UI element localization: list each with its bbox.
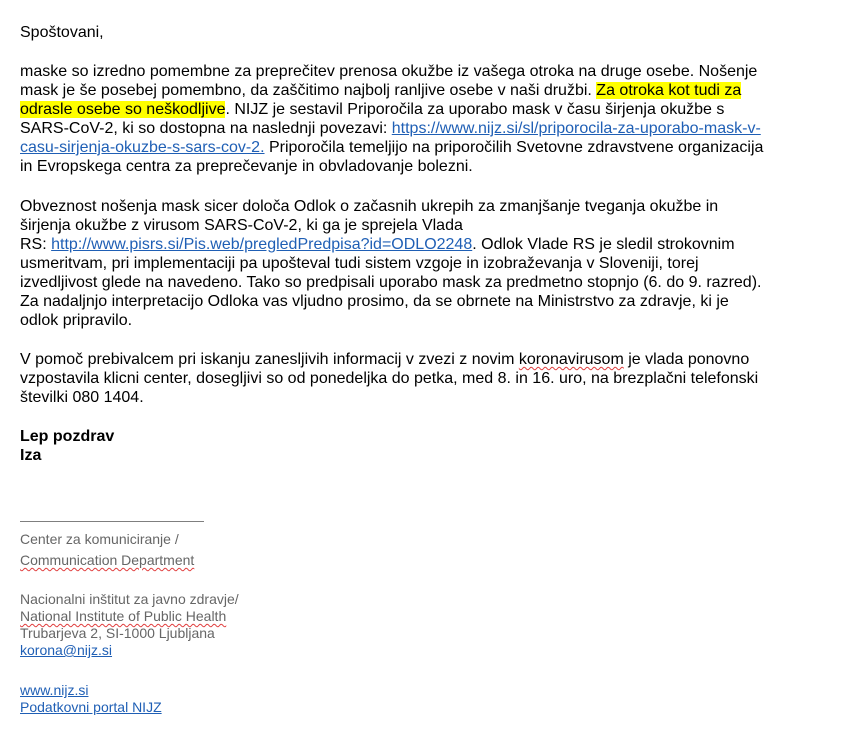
paragraph-masks (20, 62, 763, 176)
signature-department: Center za komuniciranje / Communication Department (20, 531, 195, 568)
closing: Lep pozdrav Iza (20, 428, 115, 464)
pisrs-decree-link[interactable]: http://www.pisrs.si/Pis.web/pregledPredpisa?id=ODLO2248 (51, 236, 473, 253)
p1-line-6: in Evropskega centra za preprečevanje in obvladovanje bolezni. (20, 158, 473, 175)
nijz-recommendations-link[interactable]: https://www.nijz.si/sl/priporocila-za-uporabo-mask-v- (391, 120, 761, 137)
website-link[interactable]: www.nijz.si (20, 682, 89, 698)
highlighted-text: Za otroka kot tudi za (596, 82, 742, 99)
p1-line-1: maske so izredno pomembne za preprečitev prenosa okužbe iz vašega otroka na druge osebe. Nošenje (20, 63, 758, 80)
p1-line-2: mask je še posebej pomembno, da zaščitimo najbolj ranljive osebe v naši družbi. Za otroka kot tudi za (20, 82, 742, 99)
p1-line-3: odrasle osebe so neškodljive. NIJZ je sestavil Priporočila za uporabo mask v času širjenja okužbe s (20, 101, 725, 118)
signature-links (20, 682, 162, 716)
spellcheck-word: koronavirusom (518, 351, 624, 368)
highlighted-text: odrasle osebe so neškodljive (20, 101, 226, 118)
sender-name: Iza (20, 447, 42, 464)
p1-line-5: casu-sirjenja-okuzbe-s-sars-cov-2. Priporočila temeljijo na priporočilih Svetovne zdravstvene organizacija (20, 139, 764, 156)
signature-divider (20, 521, 204, 522)
greeting: Spoštovani, (20, 24, 104, 41)
data-portal-link[interactable]: Podatkovni portal NIJZ (20, 699, 162, 715)
email-link[interactable]: korona@nijz.si (20, 642, 113, 658)
nijz-recommendations-link-cont[interactable]: casu-sirjenja-okuzbe-s-sars-cov-2. (20, 139, 265, 156)
paragraph-decree: Obveznost nošenja mask sicer določa Odlok o začasnih ukrepih za zmanjšanje tveganja okužbe in širjenja okužbe z virusom SARS-CoV-2, ki ga je sprejela Vlada RS: http://www.pisrs.si/Pis.web/pregledPredpisa?id=ODLO2248. Odlok Vlade RS je sledil strokovnim usmeritvam, pri implementaciji pa upošteval tudi sistem vzgoje in izobraževanja v Sloveniji, torej izvedljivost glede na navedeno. Tako so predpisali uporabo mask za predmetno stopnjo (6. do 9. razred). Za nadaljnjo interpretacijo Odloka vas vljudno prosimo, da se obrnete na Ministrstvo za zdravje, ki je odlok pripravilo. (20, 198, 762, 329)
signature-institute: Nacionalni inštitut za javno zdravje/ National Institute of Public Health Trubarjeva 2, SI-1000 Ljubljana korona@nijz.si (20, 591, 239, 658)
p1-line-4: SARS-CoV-2, ki so dostopna na naslednji povezavi: https://www.nijz.si/sl/priporocila-za-uporabo-mask-v- (20, 120, 761, 137)
paragraph-call-center: V pomoč prebivalcem pri iskanju zanesljivih informacij v zvezi z novim koronavirusom je vlada ponovno vzpostavila klicni center, dosegljivi so od ponedeljka do petka, med 8. in 16. uro, na brezplačni telefonski številki 080 1404. (20, 351, 759, 406)
